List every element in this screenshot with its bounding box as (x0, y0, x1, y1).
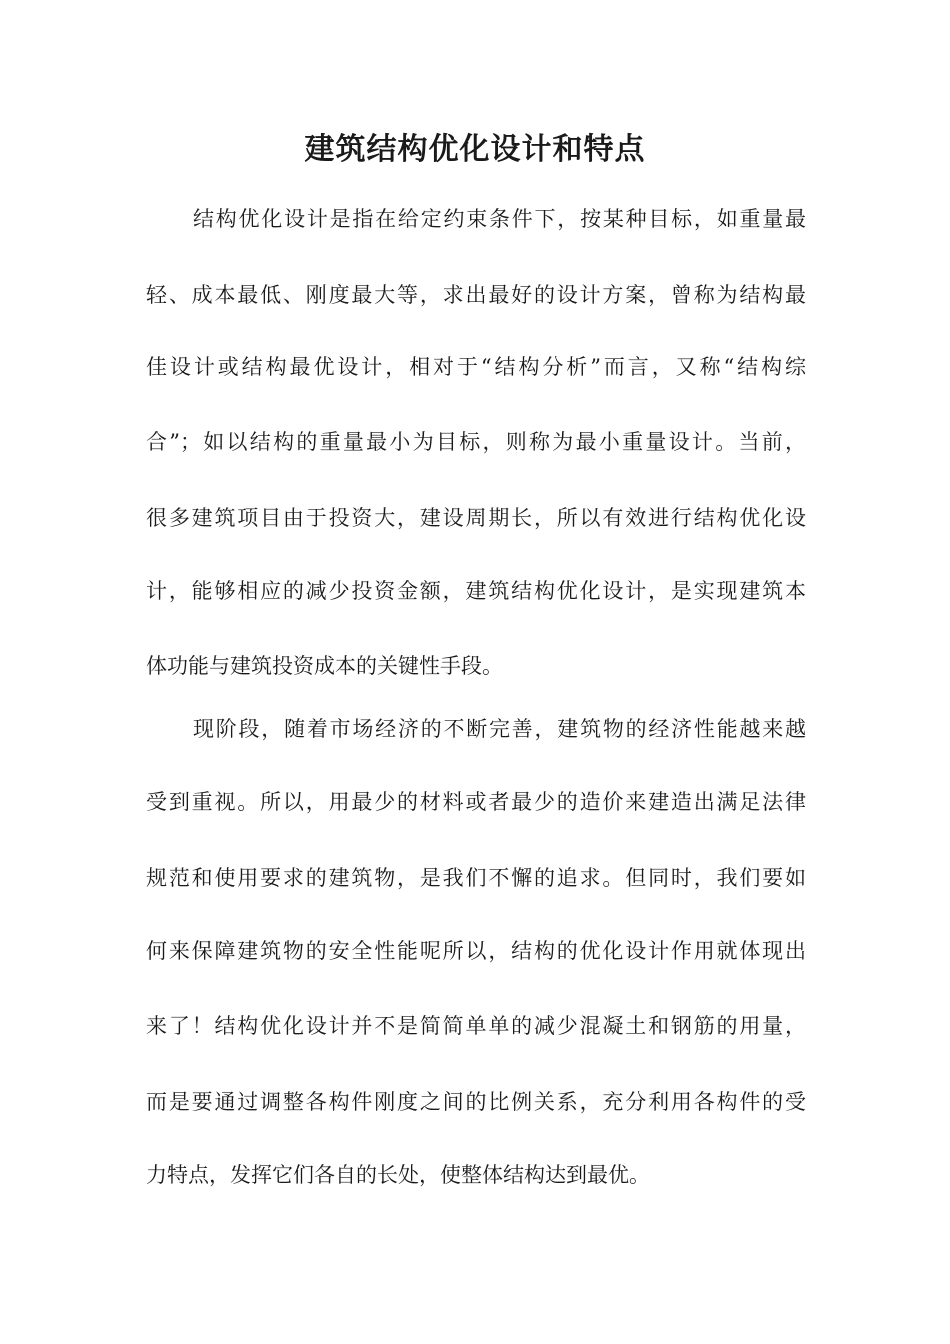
paragraph-line: 受到重视。所以，用最少的材料或者最少的造价来建造出满足法律 (146, 790, 806, 814)
paragraph-line: 而是要通过调整各构件刚度之间的比例关系，充分利用各构件的受 (146, 1090, 806, 1114)
paragraph-line: 轻、成本最低、刚度最大等，求出最好的设计方案，曾称为结构最 (146, 283, 806, 307)
document-title: 建筑结构优化设计和特点 (304, 132, 646, 167)
paragraph-line: 现阶段，随着市场经济的不断完善，建筑物的经济性能越来越 (193, 717, 806, 741)
paragraph-line: 佳设计或结构最优设计，相对于“结构分析”而言，又称“结构综 (146, 355, 806, 379)
paragraph-line: 结构优化设计是指在给定约束条件下，按某种目标，如重量最 (193, 207, 806, 231)
paragraph-line: 合”；如以结构的重量最小为目标，则称为最小重量设计。当前， (146, 430, 806, 454)
paragraph-line: 来了！结构优化设计并不是简简单单的减少混凝土和钢筋的用量， (146, 1014, 806, 1038)
paragraph-line: 很多建筑项目由于投资大，建设周期长，所以有效进行结构优化设 (146, 506, 806, 530)
paragraph-line: 体功能与建筑投资成本的关键性手段。 (146, 654, 503, 678)
paragraph-line: 规范和使用要求的建筑物，是我们不懈的追求。但同时，我们要如 (146, 866, 806, 890)
paragraph-line: 力特点，发挥它们各自的长处，使整体结构达到最优。 (146, 1163, 650, 1187)
paragraph-line: 计，能够相应的减少投资金额，建筑结构优化设计，是实现建筑本 (146, 579, 806, 603)
paragraph-line: 何来保障建筑物的安全性能呢所以，结构的优化设计作用就体现出 (146, 939, 806, 963)
